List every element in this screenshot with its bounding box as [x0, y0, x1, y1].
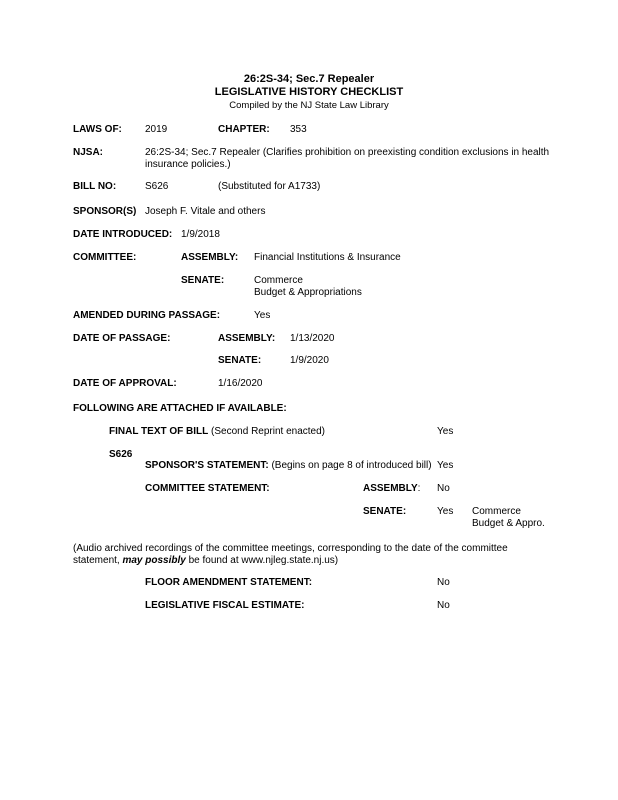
sponsors-label: SPONSOR(S) — [73, 206, 137, 217]
committee-statement-label: COMMITTEE STATEMENT: — [145, 483, 270, 494]
passage-senate-label: SENATE: — [218, 355, 262, 366]
cs-senate-committee-2: Budget & Appro. — [472, 518, 545, 529]
committee-label: COMMITTEE: — [73, 252, 137, 263]
cs-senate-label: SENATE: — [363, 506, 407, 517]
audio-note-part2: be found at www.njleg.state.nj.us) — [185, 555, 339, 566]
fiscal-estimate-label: LEGISLATIVE FISCAL ESTIMATE: — [145, 600, 305, 611]
sponsor-statement-note: (Begins on page 8 of introduced bill) — [268, 460, 432, 471]
amended-value: Yes — [254, 310, 271, 321]
passage-assembly-label: ASSEMBLY: — [218, 333, 276, 344]
bill-no-value: S626 — [145, 181, 169, 192]
sponsor-statement-row — [145, 460, 432, 472]
committee-senate-value-2: Budget & Appropriations — [254, 287, 362, 298]
date-of-approval-label: DATE OF APPROVAL: — [73, 378, 177, 389]
attached-heading: FOLLOWING ARE ATTACHED IF AVAILABLE: — [73, 403, 287, 414]
cs-assembly-label: ASSEMBLY — [363, 483, 418, 494]
floor-amendment-value: No — [437, 577, 450, 588]
passage-senate-value: 1/9/2020 — [290, 355, 329, 366]
floor-amendment-label: FLOOR AMENDMENT STATEMENT: — [145, 577, 313, 588]
final-text-label: FINAL TEXT OF BILL — [109, 426, 209, 437]
cs-assembly-row — [363, 483, 420, 495]
audio-note — [73, 543, 543, 567]
final-text-value: Yes — [437, 426, 454, 437]
attached-bill-id: S626 — [109, 449, 133, 460]
date-introduced-label: DATE INTRODUCED: — [73, 229, 173, 240]
amended-label: AMENDED DURING PASSAGE: — [73, 310, 221, 321]
date-introduced-value: 1/9/2018 — [181, 229, 220, 240]
date-of-approval-value: 1/16/2020 — [218, 378, 263, 389]
committee-senate-label: SENATE: — [181, 275, 225, 286]
cs-assembly-value: No — [437, 483, 450, 494]
njsa-value: 26:2S-34; Sec.7 Repealer (Clarifies prohibition on preexisting condition exclusions in health insurance policies.) — [145, 147, 550, 170]
committee-assembly-value: Financial Institutions & Insurance — [254, 252, 401, 263]
fiscal-estimate-value: No — [437, 600, 450, 611]
sponsor-statement-label: SPONSOR'S STATEMENT: — [145, 460, 269, 471]
sponsor-statement-value: Yes — [437, 460, 454, 471]
chapter-label: CHAPTER: — [218, 124, 270, 135]
chapter-value: 353 — [290, 124, 307, 135]
document-title: 26:2S-34; Sec.7 Repealer — [243, 73, 375, 85]
substituted-note: (Substituted for A1733) — [218, 181, 321, 192]
document-subtitle: LEGISLATIVE HISTORY CHECKLIST — [214, 86, 404, 98]
passage-assembly-value: 1/13/2020 — [290, 333, 335, 344]
cs-senate-value: Yes — [437, 506, 454, 517]
audio-note-emphasis: may possibly — [122, 555, 186, 566]
committee-senate-value-1: Commerce — [254, 275, 303, 286]
bill-no-label: BILL NO: — [73, 181, 117, 192]
final-text-row — [109, 426, 325, 438]
cs-assembly-colon: : — [417, 483, 421, 494]
laws-of-value: 2019 — [145, 124, 168, 135]
compiled-by: Compiled by the NJ State Law Library — [229, 100, 389, 111]
sponsors-value: Joseph F. Vitale and others — [145, 206, 266, 217]
date-of-passage-label: DATE OF PASSAGE: — [73, 333, 171, 344]
final-text-note: (Second Reprint enacted) — [208, 426, 325, 437]
laws-of-label: LAWS OF: — [73, 124, 122, 135]
cs-senate-committee-1: Commerce — [472, 506, 521, 517]
committee-assembly-label: ASSEMBLY: — [181, 252, 239, 263]
audio-note-part1: (Audio archived recordings of the committee meetings, corresponding to the date of the committee statement, — [73, 543, 508, 566]
njsa-label: NJSA: — [73, 147, 104, 158]
